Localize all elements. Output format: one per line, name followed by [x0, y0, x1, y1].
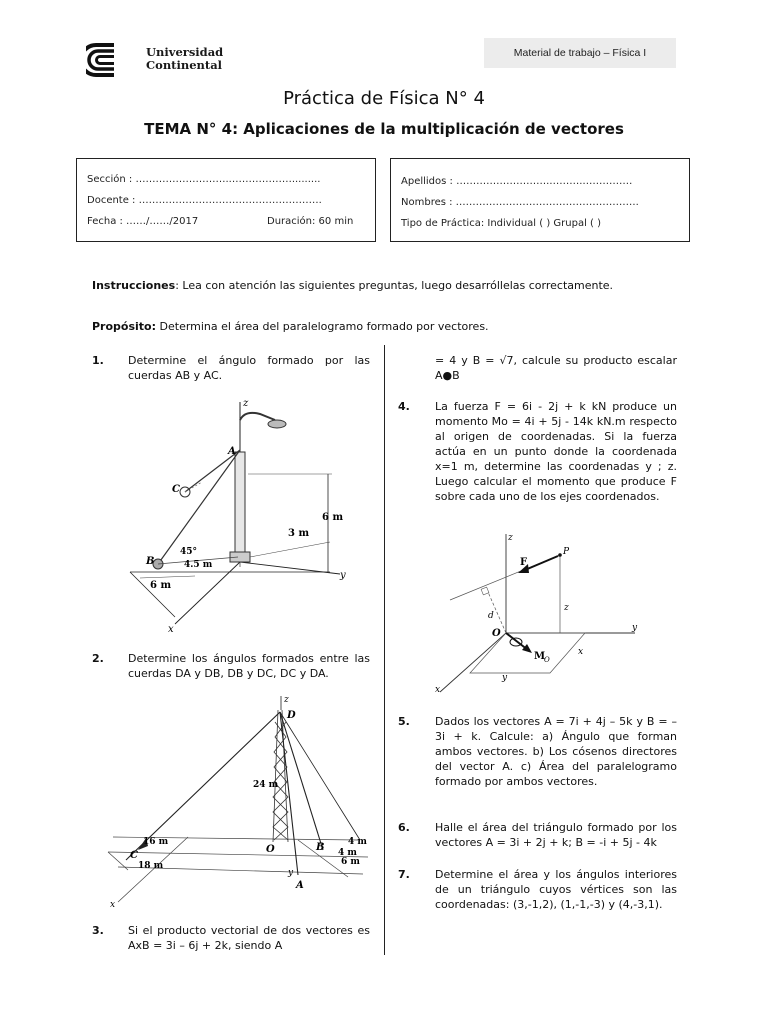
question-number: 6.	[398, 821, 410, 834]
section-field[interactable]: Sección : ………………………..……………….........	[87, 174, 321, 185]
page-title: Práctica de Física N° 4	[283, 88, 485, 109]
fig1-d1: 4.5 m	[184, 560, 213, 570]
fig4-z: z	[508, 533, 513, 543]
question-text: Determine los ángulos formados entre las cuerdas DA y DB, DB y DC, DC y DA.	[128, 652, 370, 680]
question-text: Halle el área del triángulo formado por los vectores A = 3i + 2j + k; B = -i + 5j - 4k	[435, 821, 677, 849]
fig1-z: z	[243, 398, 249, 409]
purpose	[92, 320, 489, 333]
fig1-d2: 6 m	[150, 580, 172, 591]
topic-rest: : Aplicaciones de la multiplicación de vectores	[232, 120, 624, 138]
fig4-xl: x	[578, 647, 584, 657]
surnames-field[interactable]: Apellidos : ……………………….……….……………	[401, 176, 633, 187]
figure-tower	[98, 692, 370, 912]
fig4-Mo: M	[534, 651, 546, 662]
fig1-angle: 45°	[180, 547, 198, 557]
question-number: 4.	[398, 400, 410, 413]
lamp-arm	[240, 413, 275, 420]
figure-moment	[430, 528, 650, 696]
force-vector	[525, 556, 558, 570]
names-field[interactable]: Nombres : ……………………………………………….	[401, 197, 639, 208]
column-divider	[384, 345, 385, 955]
lamp-head	[268, 420, 286, 428]
fig2-y: y	[288, 868, 294, 878]
fig4-Mo-sub: O	[544, 656, 550, 664]
fig1-x: x	[168, 624, 174, 635]
fig2-x: x	[110, 900, 116, 910]
instructions-text: : Lea con atención las siguientes preguntas, luego desarróllelas correctamente.	[175, 279, 614, 292]
fig2-d2: 18 m	[138, 861, 164, 871]
x-axis	[175, 562, 240, 624]
logo-line1: Universidad	[146, 45, 224, 59]
question-text: Dados los vectores A = 7i + 4j – 5k y B = – 3i + k. Calcule: a) Ángulo que forman ambos vectores. b) Los cósenos directores del vector A. c) Área del paralelogramo formado por ambos vectores.	[435, 715, 677, 788]
question-text: = 4 y B = √7, calcule su producto escalar A●B	[435, 354, 677, 382]
ground-plane	[130, 467, 330, 617]
fig2-C: C	[130, 850, 138, 861]
fig2-d4: 6 m	[341, 857, 360, 867]
student-info-box	[390, 158, 690, 242]
topic-title	[0, 120, 768, 138]
fig4-x: x	[435, 685, 441, 695]
fig4-d: d	[488, 611, 494, 621]
lamp-pole	[235, 452, 245, 560]
logo-mark-icon	[86, 42, 142, 78]
fig2-B: B	[316, 842, 325, 853]
date-field[interactable]: Fecha : ……/……/2017	[87, 216, 199, 227]
fig4-P: P	[563, 547, 570, 557]
question-text: Determine el ángulo formado por las cuerdas AB y AC.	[128, 354, 370, 382]
cable-AB	[158, 450, 240, 564]
fig1-B: B	[146, 556, 155, 567]
teacher-field[interactable]: Docente : ……………………………………………….	[87, 195, 322, 206]
material-label: Material de trabajo – Física I	[484, 38, 676, 68]
fig4-F: F	[520, 557, 528, 568]
question-text: La fuerza F = 6i - 2j + k kN produce un momento Mo = 4i + 5j - 14k kN.m respecto al origen de coordenadas. Si la fuerza actúa en un punto donde la coordenada x=1 m, determine las coordenadas y ; z. Luego calcular el momento que produce F sobre cada uno de los ejes coordenados.	[435, 400, 677, 503]
base-plane	[470, 633, 585, 673]
university-logo	[86, 42, 226, 78]
fig1-C: C	[172, 484, 180, 495]
fig4-yl: y	[502, 673, 508, 683]
fig4-O: O	[492, 628, 501, 639]
purpose-label: Propósito:	[92, 320, 157, 333]
topic-prefix: TEMA N° 4	[144, 120, 233, 138]
instructions-label: Instrucciones	[92, 279, 176, 292]
fig1-d4: 6 m	[322, 512, 344, 523]
fig2-d1: 16 m	[143, 837, 169, 847]
fig2-d5: 4 m	[338, 848, 357, 858]
fig1-y: y	[340, 570, 346, 581]
question-text: Si el producto vectorial de dos vectores es AxB = 3i – 6j + 2k, siendo A	[128, 924, 370, 952]
question-number: 2.	[92, 652, 104, 665]
fig2-h: 24 m	[253, 780, 279, 790]
fig2-z: z	[284, 695, 289, 705]
course-info-box	[76, 158, 376, 242]
question-number: 3.	[92, 924, 104, 937]
purpose-text: Determina el área del paralelogramo formado por vectores.	[156, 320, 489, 333]
figure-lamppost	[100, 392, 360, 637]
logo-line2: Continental	[146, 58, 223, 72]
fig4-y: y	[632, 623, 638, 633]
fig4-zl: z	[564, 603, 569, 613]
fig2-O: O	[266, 844, 275, 855]
question-number: 7.	[398, 868, 410, 881]
practice-type-field[interactable]: Tipo de Práctica: Individual ( ) Grupal ( )	[401, 218, 602, 229]
duration-label: Duración: 60 min	[267, 216, 354, 227]
fig1-A: A	[228, 446, 236, 457]
fig2-d3: 4 m	[348, 837, 367, 847]
question-text: Determine el área y los ángulos interiores de un triángulo cuyos vértices son las coordenadas: (3,-1,2), (1,-1,-3) y (4,-3,1).	[435, 868, 677, 911]
instructions	[92, 279, 613, 292]
fig2-A: A	[296, 880, 304, 891]
fig2-D: D	[287, 710, 296, 721]
fig1-d3: 3 m	[288, 528, 310, 539]
pole-base	[230, 552, 250, 562]
question-number: 5.	[398, 715, 410, 728]
question-number: 1.	[92, 354, 104, 367]
